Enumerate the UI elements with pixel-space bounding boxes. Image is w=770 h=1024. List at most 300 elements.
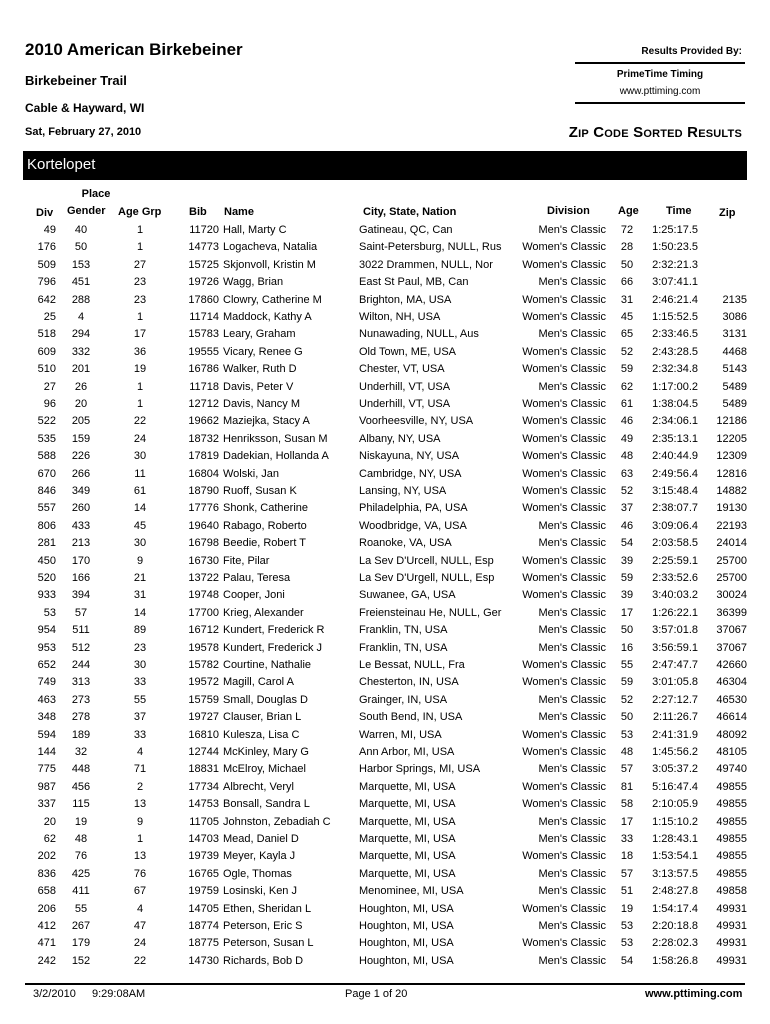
runner-name: Skjonvoll, Kristin M: [223, 258, 316, 271]
place-agegrp: 67: [133, 885, 147, 898]
division: Women's Classic: [522, 676, 606, 689]
place-gender: 260: [71, 502, 91, 515]
runner-name: Cooper, Joni: [223, 589, 285, 602]
table-row: [0, 239, 770, 256]
place-gender: 55: [74, 902, 88, 915]
city-state-nation: East St Paul, MB, Can: [359, 276, 469, 289]
age: 31: [620, 293, 634, 306]
bib: 19572: [188, 676, 219, 689]
place-div: 594: [37, 728, 56, 741]
finish-time: 2:33:46.5: [652, 328, 698, 341]
finish-time: 2:46:21.4: [652, 293, 698, 306]
place-agegrp: 30: [133, 537, 147, 550]
place-agegrp: 30: [133, 659, 147, 671]
bib: 16786: [188, 363, 219, 376]
age: 17: [620, 815, 634, 828]
bib: 14703: [188, 833, 219, 845]
timing-company: PrimeTime Timing: [616, 69, 704, 80]
runner-name: Kundert, Frederick J: [223, 641, 323, 654]
place-agegrp: 23: [133, 641, 147, 654]
zip: 49931: [716, 937, 747, 950]
city-state-nation: Chesterton, IN, USA: [359, 676, 459, 689]
division: Men's Classic: [538, 763, 606, 776]
bib: 19555: [188, 345, 219, 358]
bib: 12744: [188, 746, 219, 758]
bib: 19662: [188, 415, 219, 428]
place-agegrp: 4: [136, 902, 144, 915]
place-agegrp: 1: [136, 241, 144, 254]
zip: 2135: [722, 293, 747, 306]
zip: 46530: [716, 693, 747, 706]
bib: 14773: [188, 241, 219, 254]
place-gender: 115: [72, 798, 90, 811]
bib: 19759: [188, 885, 219, 898]
place-div: 836: [37, 867, 56, 880]
division: Women's Classic: [522, 554, 606, 567]
place-agegrp: 14: [133, 502, 147, 515]
zip: 49855: [716, 815, 747, 828]
place-gender: 201: [71, 363, 91, 376]
place-div: 144: [37, 746, 56, 758]
division: Men's Classic: [538, 815, 606, 828]
place-agegrp: 21: [133, 572, 147, 584]
col-div: Div: [36, 207, 54, 219]
bib: 17776: [188, 502, 219, 515]
finish-time: 2:33:52.6: [652, 572, 698, 584]
place-div: 348: [37, 711, 56, 724]
place-div: 775: [37, 763, 56, 776]
finish-time: 2:32:21.3: [652, 258, 698, 271]
zip: 42660: [716, 659, 747, 671]
col-bib: Bib: [189, 206, 207, 218]
place-div: 450: [37, 554, 56, 567]
age: 50: [620, 711, 634, 724]
division: Men's Classic: [538, 711, 606, 724]
zip: 5489: [722, 398, 747, 410]
finish-time: 2:40:44.9: [652, 450, 698, 463]
finish-time: 2:27:12.7: [652, 693, 698, 706]
finish-time: 2:11:26.7: [652, 711, 698, 724]
place-agegrp: 19: [133, 363, 147, 376]
place-div: 658: [37, 885, 56, 898]
place-div: 463: [37, 693, 56, 706]
division: Men's Classic: [538, 867, 606, 880]
zip: 12816: [716, 467, 747, 480]
age: 58: [620, 798, 634, 811]
table-row: [0, 727, 770, 744]
table-row: [0, 535, 770, 552]
col-time: Time: [666, 205, 692, 217]
finish-time: 3:05:37.2: [652, 763, 698, 776]
place-agegrp: 14: [133, 606, 147, 619]
age: 39: [620, 589, 634, 602]
finish-time: 3:57:01.8: [652, 624, 698, 637]
runner-name: Ogle, Thomas: [223, 867, 292, 880]
city-state-nation: La Sev D'Urgell, NULL, Esp: [359, 572, 495, 584]
bib: 19726: [188, 276, 219, 289]
place-agegrp: 36: [133, 345, 147, 358]
place-agegrp: 24: [133, 432, 147, 445]
zip: 49855: [716, 850, 747, 863]
table-row: [0, 326, 770, 343]
city-state-nation: South Bend, IN, USA: [359, 711, 463, 724]
place-div: 796: [37, 276, 56, 289]
zip: 30024: [716, 589, 747, 602]
age: 81: [620, 780, 634, 793]
col-city: City, State, Nation: [363, 206, 457, 218]
division: Women's Classic: [522, 746, 606, 758]
zip: 24014: [716, 537, 747, 550]
zip: 22193: [716, 519, 747, 532]
race-band: [23, 151, 747, 180]
finish-time: 3:07:41.1: [652, 276, 698, 289]
bib: 15783: [188, 328, 219, 341]
city-state-nation: Gatineau, QC, Can: [359, 224, 453, 236]
age: 45: [620, 311, 634, 323]
col-gender: Gender: [67, 205, 106, 217]
place-agegrp: 23: [133, 276, 147, 289]
age: 59: [620, 363, 634, 376]
age: 28: [620, 241, 634, 254]
age: 66: [620, 276, 634, 289]
table-row: [0, 309, 770, 326]
finish-time: 1:50:23.5: [652, 241, 698, 254]
place-div: 588: [37, 450, 56, 463]
place-agegrp: 1: [136, 311, 144, 323]
runner-name: Maddock, Kathy A: [223, 311, 312, 323]
zip: 5143: [722, 363, 747, 376]
city-state-nation: Marquette, MI, USA: [359, 798, 456, 811]
place-gender: 179: [71, 937, 91, 950]
table-row: [0, 883, 770, 900]
runner-name: Walker, Ruth D: [223, 363, 297, 376]
place-gender: 411: [72, 885, 90, 898]
city-state-nation: Marquette, MI, USA: [359, 850, 456, 863]
bib: 19748: [188, 589, 219, 602]
table-row: [0, 257, 770, 274]
runner-name: Peterson, Eric S: [223, 920, 303, 932]
zip: 48105: [716, 746, 747, 758]
place-div: 281: [37, 537, 56, 550]
bib: 16730: [188, 554, 219, 567]
zip: 49855: [716, 867, 747, 880]
runner-name: Richards, Bob D: [223, 954, 304, 967]
city-state-nation: Philadelphia, PA, USA: [359, 502, 468, 515]
finish-time: 1:28:43.1: [652, 833, 698, 845]
zip: 49855: [716, 780, 747, 793]
bib: 18790: [188, 485, 219, 497]
table-row: [0, 570, 770, 587]
place-gender: 448: [71, 763, 91, 776]
table-row: [0, 814, 770, 831]
city-state-nation: Houghton, MI, USA: [359, 920, 454, 932]
table-row: [0, 622, 770, 639]
place-gender: 394: [71, 589, 91, 602]
place-div: 987: [37, 780, 56, 793]
city-state-nation: Albany, NY, USA: [359, 432, 441, 445]
table-row: [0, 657, 770, 674]
runner-name: Maziejka, Stacy A: [223, 415, 310, 428]
bib: 19578: [188, 641, 219, 654]
bib: 18732: [188, 432, 219, 445]
place-div: 518: [37, 328, 56, 341]
city-state-nation: Suwanee, GA, USA: [359, 589, 456, 602]
runner-name: Clowry, Catherine M: [223, 293, 322, 306]
division: Women's Classic: [522, 902, 606, 915]
place-agegrp: 27: [133, 258, 147, 271]
runner-name: Krieg, Alexander: [223, 606, 304, 619]
division: Women's Classic: [522, 728, 606, 741]
place-div: 242: [37, 954, 56, 967]
table-row: [0, 640, 770, 657]
table-row: [0, 953, 770, 970]
place-gender: 511: [72, 624, 90, 637]
place-agegrp: 13: [133, 850, 147, 863]
city-state-nation: Grainger, IN, USA: [359, 693, 448, 706]
division: Men's Classic: [538, 885, 606, 898]
zip: 49740: [716, 763, 747, 776]
table-row: [0, 692, 770, 709]
bib: 14753: [188, 798, 219, 811]
runner-name: McElroy, Michael: [223, 763, 306, 776]
bib: 19739: [188, 850, 219, 863]
place-div: 509: [37, 258, 56, 271]
table-row: [0, 466, 770, 483]
finish-time: 2:47:47.7: [652, 659, 698, 671]
runner-name: Ethen, Sheridan L: [223, 902, 312, 915]
runner-name: Albrecht, Veryl: [223, 780, 294, 793]
table-row: [0, 222, 770, 239]
footer-time: 9:29:08AM: [92, 988, 146, 1000]
place-gender: 288: [71, 293, 91, 306]
finish-time: 3:13:57.5: [652, 867, 698, 880]
place-gender: 32: [74, 746, 88, 758]
place-gender: 205: [71, 415, 91, 428]
place-gender: 425: [71, 867, 91, 880]
place-div: 53: [43, 606, 56, 619]
division: Men's Classic: [538, 519, 606, 532]
city-state-nation: Old Town, ME, USA: [359, 345, 456, 358]
zip: 12309: [716, 450, 747, 463]
finish-time: 1:53:54.1: [652, 850, 698, 863]
place-div: 609: [37, 345, 56, 358]
place-agegrp: 76: [133, 867, 147, 880]
zip: 3086: [722, 311, 747, 323]
city-state-nation: Franklin, TN, USA: [359, 624, 448, 637]
footer-website: www.pttiming.com: [645, 988, 743, 1000]
table-row: [0, 918, 770, 935]
division: Men's Classic: [538, 641, 606, 654]
bib: 16804: [188, 467, 219, 480]
place-gender: 226: [71, 450, 91, 463]
event-location: Cable & Hayward, WI: [25, 101, 145, 115]
finish-time: 1:45:56.2: [652, 746, 698, 758]
finish-time: 1:17:00.2: [652, 380, 698, 393]
place-agegrp: 1: [136, 398, 144, 410]
finish-time: 2:35:13.1: [652, 432, 698, 445]
header-rule-top: [575, 62, 745, 64]
bib: 16798: [188, 537, 219, 550]
division: Men's Classic: [538, 537, 606, 550]
zip: 46304: [716, 676, 747, 689]
age: 57: [620, 867, 634, 880]
division: Women's Classic: [522, 415, 606, 428]
place-div: 846: [37, 485, 56, 497]
place-div: 535: [37, 432, 56, 445]
table-row: [0, 483, 770, 500]
event-title: 2010 American Birkebeiner: [25, 40, 243, 59]
bib: 18774: [188, 920, 219, 932]
place-agegrp: 31: [133, 589, 147, 602]
place-div: 20: [43, 815, 56, 828]
table-row: [0, 413, 770, 430]
runner-name: Courtine, Nathalie: [223, 659, 312, 671]
age: 53: [620, 937, 634, 950]
place-gender: 512: [71, 641, 91, 654]
age: 48: [620, 450, 634, 463]
runner-name: Shonk, Catherine: [223, 502, 308, 515]
place-agegrp: 61: [133, 485, 147, 497]
city-state-nation: Marquette, MI, USA: [359, 780, 456, 793]
age: 46: [620, 519, 634, 532]
trail-name: Birkebeiner Trail: [25, 73, 127, 88]
zip: 4468: [722, 345, 747, 358]
division: Women's Classic: [522, 293, 606, 306]
runner-name: Hall, Marty C: [223, 224, 287, 236]
table-row: [0, 587, 770, 604]
city-state-nation: Menominee, MI, USA: [359, 885, 464, 898]
age: 52: [620, 485, 634, 497]
place-gender: 159: [71, 432, 91, 445]
finish-time: 1:25:17.5: [652, 224, 698, 236]
place-agegrp: 37: [133, 711, 147, 724]
place-div: 337: [37, 798, 56, 811]
place-agegrp: 1: [136, 224, 144, 236]
city-state-nation: La Sev D'Urcell, NULL, Esp: [359, 554, 494, 567]
place-agegrp: 1: [136, 380, 144, 393]
bib: 14730: [188, 954, 219, 967]
place-agegrp: 47: [133, 920, 147, 932]
runner-name: Beedie, Robert T: [223, 537, 306, 550]
finish-time: 3:01:05.8: [652, 676, 698, 689]
table-row: [0, 866, 770, 883]
runner-name: Peterson, Susan L: [223, 937, 314, 950]
place-div: 642: [37, 293, 56, 306]
age: 72: [620, 224, 634, 236]
place-gender: 19: [74, 815, 88, 828]
age: 37: [620, 502, 634, 515]
age: 52: [620, 693, 634, 706]
city-state-nation: Brighton, MA, USA: [359, 293, 452, 306]
bib: 17734: [188, 780, 219, 793]
place-gender: 273: [71, 693, 91, 706]
bib: 18775: [188, 937, 219, 950]
age: 54: [620, 537, 634, 550]
place-agegrp: 17: [133, 328, 147, 341]
zip: 19130: [716, 502, 747, 515]
table-row: [0, 848, 770, 865]
race-name: Kortelopet: [27, 156, 96, 173]
results-provided-by: Results Provided By:: [641, 46, 742, 57]
runner-name: Rabago, Roberto: [223, 519, 307, 532]
runner-name: Mead, Daniel D: [223, 833, 299, 845]
runner-name: Davis, Nancy M: [223, 398, 301, 410]
zip: 36399: [716, 606, 747, 619]
age: 50: [620, 258, 634, 271]
runner-name: Henriksson, Susan M: [223, 432, 328, 445]
place-gender: 266: [71, 467, 91, 480]
zip: 3131: [722, 328, 747, 341]
runner-name: Losinski, Ken J: [223, 885, 297, 898]
zip: 49855: [716, 833, 747, 845]
age: 48: [620, 746, 634, 758]
zip: 46614: [716, 711, 747, 724]
bib: 19640: [188, 519, 219, 532]
division: Men's Classic: [538, 380, 606, 393]
division: Women's Classic: [522, 311, 606, 323]
place-gender: 349: [71, 485, 91, 497]
bib: 16765: [188, 867, 219, 880]
col-name: Name: [224, 206, 254, 218]
division: Women's Classic: [522, 589, 606, 602]
division: Men's Classic: [538, 693, 606, 706]
table-row: [0, 500, 770, 517]
runner-name: Fite, Pilar: [223, 554, 270, 567]
finish-time: 2:49:56.4: [652, 467, 698, 480]
place-gender: 170: [71, 554, 91, 567]
table-row: [0, 831, 770, 848]
place-gender: 244: [71, 659, 91, 671]
age: 33: [620, 833, 634, 845]
place-div: 522: [37, 415, 56, 428]
age: 17: [620, 606, 634, 619]
bib: 16712: [188, 624, 219, 637]
city-state-nation: Woodbridge, VA, USA: [359, 519, 467, 532]
col-division: Division: [547, 205, 590, 217]
bib: 11714: [189, 311, 219, 323]
age: 50: [620, 624, 634, 637]
table-row: [0, 553, 770, 570]
place-gender: 433: [71, 519, 91, 532]
zip: 49858: [716, 885, 747, 898]
bib: 11720: [189, 224, 219, 236]
col-age: Age: [618, 205, 639, 217]
runner-name: Logacheva, Natalia: [223, 241, 318, 254]
footer-rule: [25, 983, 745, 985]
bib: 11718: [189, 380, 219, 393]
age: 52: [620, 345, 634, 358]
finish-time: 2:38:07.7: [652, 502, 698, 515]
place-agegrp: 2: [136, 780, 144, 793]
age: 39: [620, 554, 634, 567]
table-row: [0, 396, 770, 413]
place-div: 557: [37, 502, 56, 515]
place-div: 749: [37, 676, 56, 689]
division: Men's Classic: [538, 954, 606, 967]
finish-time: 2:43:28.5: [652, 345, 698, 358]
runner-name: Dadekian, Hollanda A: [223, 450, 329, 463]
finish-time: 1:15:10.2: [652, 815, 698, 828]
place-gender: 152: [71, 954, 91, 967]
table-row: [0, 518, 770, 535]
bib: 16810: [188, 728, 219, 741]
division: Women's Classic: [522, 432, 606, 445]
division: Women's Classic: [522, 363, 606, 376]
finish-time: 1:58:26.8: [652, 954, 698, 967]
zip: 49931: [716, 920, 747, 932]
runner-name: Meyer, Kayla J: [223, 850, 296, 863]
event-date: Sat, February 27, 2010: [25, 126, 142, 138]
